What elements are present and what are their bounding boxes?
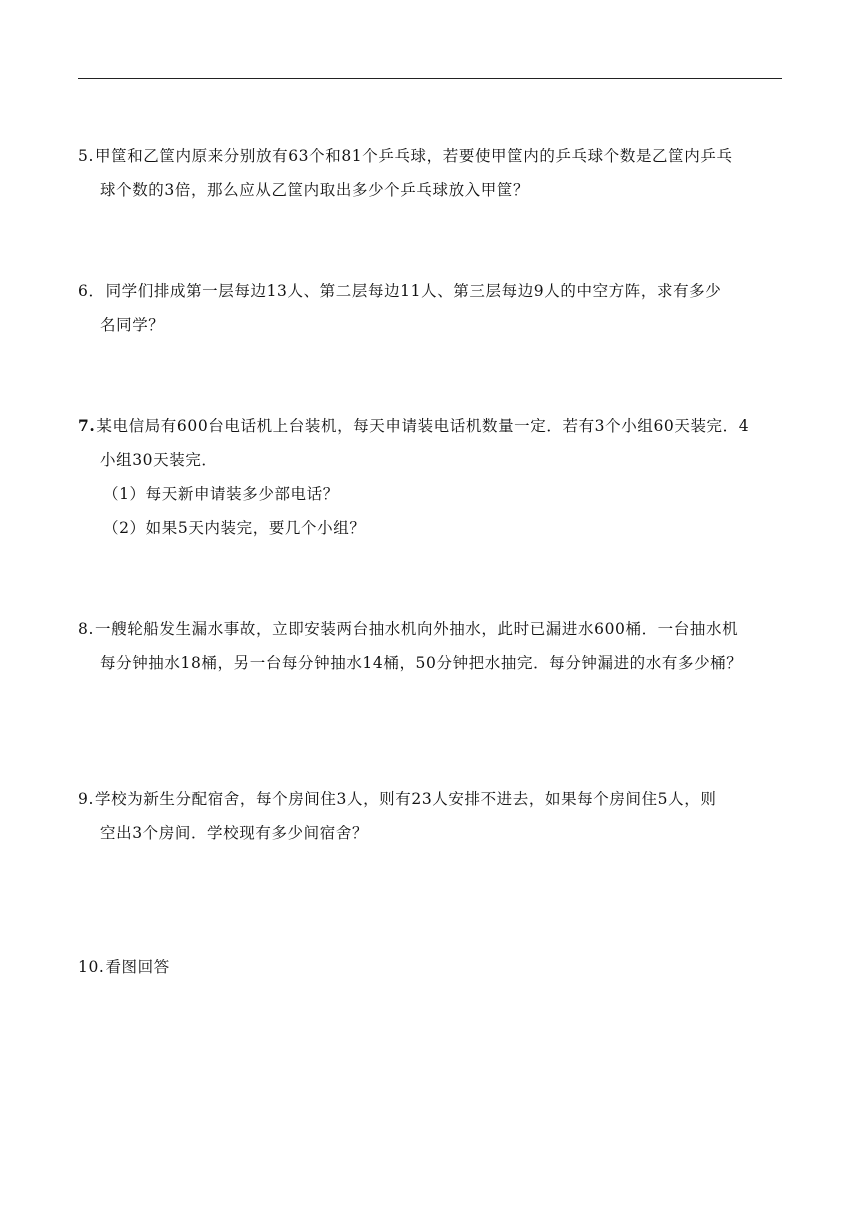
question-5 <box>78 139 784 207</box>
question-7 <box>78 409 784 545</box>
header-rule <box>78 78 782 79</box>
question-8-number: 8. <box>78 620 94 638</box>
question-9-number: 9. <box>78 790 94 808</box>
question-6 <box>78 274 784 342</box>
question-10-text-1: 看图回答 <box>105 958 170 976</box>
question-5-line-2: 球个数的3倍，那么应从乙筐内取出多少个乒乓球放入甲筐？ <box>100 181 530 199</box>
question-7-text-1: 某电信局有600台电话机上台装机，每天申请装电话机数量一定．若有3个小组60天装完．4 <box>96 417 750 435</box>
question-9-text-1: 学校为新生分配宿舍，每个房间住3人，则有23人安排不进去，如果每个房间住5人，则 <box>95 790 717 808</box>
question-10 <box>78 950 784 984</box>
question-8-line-2: 每分钟抽水18桶，另一台每分钟抽水14桶，50分钟把水抽完．每分钟漏进的水有多少桶？ <box>100 654 743 672</box>
question-10-line-1 <box>78 950 784 984</box>
question-9 <box>78 782 784 850</box>
question-10-number: 10. <box>78 958 105 976</box>
question-7-line-1 <box>78 409 784 443</box>
question-8 <box>78 612 784 680</box>
question-5-number: 5. <box>78 147 94 165</box>
question-6-line-1 <box>78 274 784 308</box>
question-5-text-1: 甲筐和乙筐内原来分别放有63个和81个乒乓球，若要使甲筐内的乒乓球个数是乙筐内乒乓 <box>95 147 733 165</box>
question-6-number: 6． <box>78 282 105 300</box>
question-7-number: 7. <box>78 416 96 435</box>
question-9-line-1 <box>78 782 784 816</box>
question-7-sub-1: （1）每天新申请装多少部电话？ <box>103 485 339 503</box>
question-7-line-2: 小组30天装完． <box>100 451 218 469</box>
question-6-line-2: 名同学？ <box>100 316 165 334</box>
question-5-line-1 <box>78 139 784 173</box>
question-7-sub-2: （2）如果5天内装完，要几个小组？ <box>103 519 366 537</box>
question-6-text-1: 同学们排成第一层每边13人、第二层每边11人、第三层每边9人的中空方阵，求有多少 <box>105 282 722 300</box>
question-9-line-2: 空出3个房间．学校现有多少间宿舍？ <box>100 824 369 842</box>
question-8-text-1: 一艘轮船发生漏水事故，立即安装两台抽水机向外抽水，此时已漏进水600桶．一台抽水机 <box>95 620 739 638</box>
question-8-line-1 <box>78 612 784 646</box>
